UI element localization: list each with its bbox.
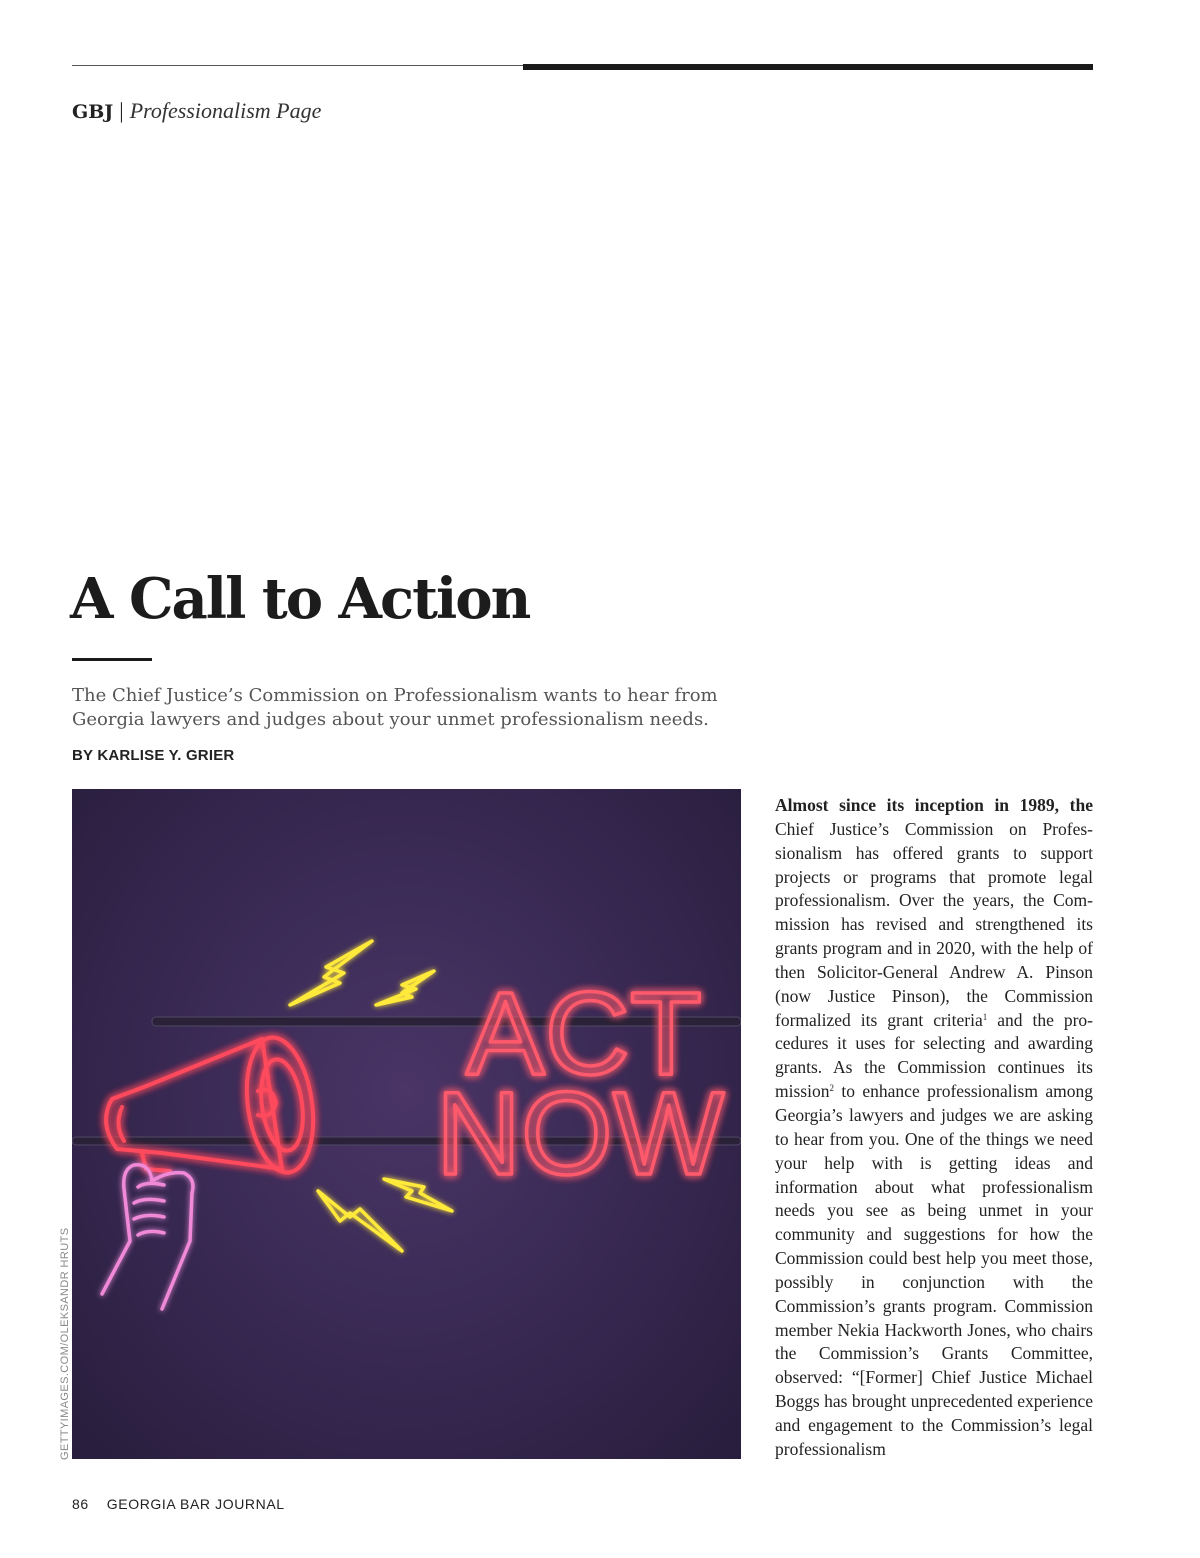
article-deck: The Chief Justice’s Commission on Professionalism wants to hear from Georgia lawyers and judges about your unmet professionalism needs. bbox=[72, 685, 718, 730]
megaphone-icon bbox=[106, 1033, 321, 1177]
page-number: 86 bbox=[72, 1496, 89, 1512]
top-rule-thick bbox=[523, 64, 1093, 70]
photo-credit: GETTYIMAGES.COM/OLEKSANDR HRUTS bbox=[59, 1227, 71, 1460]
article-title: A Call to Action bbox=[70, 566, 530, 632]
article-body bbox=[775, 794, 1093, 1462]
body-text-3: to enhance professionalism among Georgia’s lawyers and judges we are asking to hear from you. One of the things we need your help with is getting ideas and information about what professionalism needs you see as being unmet in your community and suggestions for how the Commission could best help you meet those, possibly in conjunction with the Commission’s grants program. Commission member Nekia Hackworth Jones, who chairs the Commission’s Grants Committee, observed: “[Former] Chief Justice Michael Boggs has brought unprecedented experience and engagement to the Commission’s legal professionalism bbox=[775, 1081, 1093, 1459]
section-name: Professionalism Page bbox=[129, 98, 322, 123]
lightning-bolt-2 bbox=[376, 971, 434, 1005]
publication-name: GEORGIA BAR JOURNAL bbox=[106, 1496, 285, 1512]
article-photo-act-now-neon bbox=[72, 789, 741, 1459]
header-separator: | bbox=[119, 98, 124, 123]
title-underline bbox=[72, 658, 152, 661]
footnote-ref-1[interactable]: 1 bbox=[982, 1011, 988, 1022]
lead-in: Almost since its inception in 1989, the bbox=[775, 795, 1093, 815]
lightning-bolts bbox=[290, 941, 452, 1251]
neon-word-now: NOW bbox=[435, 1068, 725, 1200]
neon-word-act: ACT bbox=[466, 968, 702, 1100]
lightning-bolt-1 bbox=[290, 941, 372, 1005]
body-text-2: and the procedures it uses for selecting and awarding grants. As the Commission continues its mission bbox=[775, 1009, 1093, 1102]
hand-icon bbox=[102, 1165, 193, 1309]
act-now-neon bbox=[436, 968, 724, 1200]
neon-sign-illustration bbox=[72, 789, 741, 1459]
page-footer bbox=[72, 1496, 285, 1512]
running-header bbox=[72, 98, 321, 124]
byline: BY KARLISE Y. GRIER bbox=[72, 747, 235, 764]
footnote-ref-2[interactable]: 2 bbox=[829, 1083, 834, 1094]
top-rule-thin bbox=[72, 65, 523, 66]
lightning-bolt-3 bbox=[318, 1191, 402, 1251]
journal-abbrev: GBJ bbox=[72, 101, 114, 123]
body-text-1: Chief Justice’s Commission on Professionalism has offered grants to support projects or programs that promote legal professionalism. Over the years, the Commission has revised and strengthened its grants program and in 2020, with the help of then Solicitor-General Andrew A. Pinson (now Justice Pinson), the Commission formalized its grant criteria bbox=[775, 818, 1093, 1030]
